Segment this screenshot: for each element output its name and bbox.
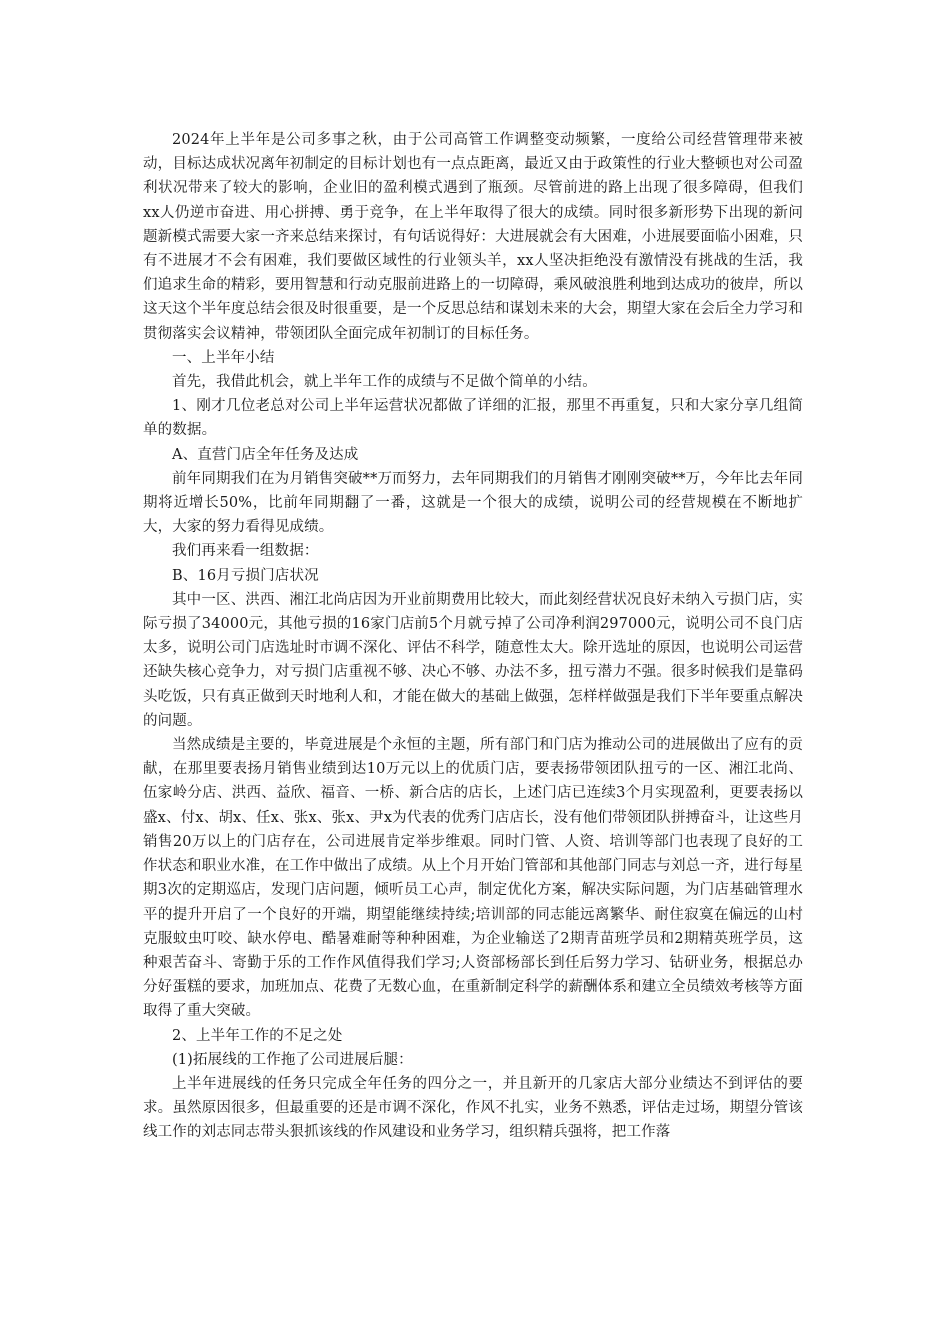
achievements-paragraph: 当然成绩是主要的，毕竟进展是个永恒的主题，所有部门和门店为推动公司的进展做出了应有的贡献，在那里要表扬月销售业绩到达10万元以上的优质门店，要表扬带领团队扭亏的一区、湘江北尚、伍家岭分店、洪西、益欣、福音、一桥、新合店的店长，上述门店已连续3个月实现盈利，更要表扬以盛x、付x、胡x、任x、张x、张x、尹x为代表的优秀门店店长，没有他们带领团队拼搏奋斗，让这些月销售20万以上的门店存在，公司进展肯定举步维艰。同时门管、人资、培训等部门也表现了良好的工作状态和职业水准，在工作中做出了成绩。从上个月开始门管部和其他部门同志与刘总一齐，进行每星期3次的定期巡店，发现门店问题，倾听员工心声，制定优化方案，解决实际问题，为门店基础管理水平的提升开启了一个良好的开端，期望能继续持续;培训部的同志能远离繁华、耐住寂寞在偏远的山村克服蚊虫叮咬、缺水停电、酷暑难耐等种种困难，为企业输送了2期青苗班学员和2期精英班学员，这种艰苦奋斗、寄勤于乐的工作作风值得我们学习;人资部杨部长到任后努力学习、钻研业务，根据总办分好蛋糕的要求，加班加点、花费了无数心血，在重新制定科学的薪酬体系和建立全员绩效考核等方面取得了重大突破。 xyxy=(143,737,803,1020)
intro-paragraph: 2024年上半年是公司多事之秋，由于公司高管工作调整变动频繁，一度给公司经营管理带来被动，目标达成状况离年初制定的目标计划也有一点点距离，最近又由于政策性的行业大整顿也对公司盈利状况带来了较大的影响，企业旧的盈利模式遇到了瓶颈。尽管前进的路上出现了很多障碍，但我们xx人仍逆市奋进、用心拼搏、勇于竞争，在上半年取得了很大的成绩。同时很多新形势下出现的新问题新模式需要大家一齐来总结来探讨，有句话说得好：大进展就会有大困难，小进展要面临小困难，只有不进展才不会有困难，我们要做区域性的行业领头羊，xx人坚决拒绝没有激情没有挑战的生活，我们追求生命的精彩，要用智慧和行动克服前进路上的一切障碍，乘风破浪胜利地到达成功的彼岸，所以这天这个半年度总结会很及时很重要，是一个反思总结和谋划未来的大会，期望大家在会后全力学习和贯彻落实会议精神，带领团队全面完成年初制订的目标任务。 xyxy=(143,132,803,342)
data-intro-paragraph: 我们再来看一组数据： xyxy=(172,543,319,560)
expansion-line-paragraph: 上半年进展线的任务只完成全年任务的四分之一，并且新开的几家店大部分业绩达不到评估的要求。虽然原因很多，但最重要的还是市调不深化，作风不扎实，业务不熟悉，评估走过场，期望分管该线工作的刘志同志带头狠抓该线的作风建设和业务学习，组织精兵强将，把工作落 xyxy=(143,1075,803,1141)
subheading-b-loss-stores: B、16月亏损门店状况 xyxy=(172,567,319,584)
section-heading-first-half-summary: 一、上半年小结 xyxy=(172,349,275,366)
point-1-paragraph: 1、刚才几位老总对公司上半年运营状况都做了详细的汇报，那里不再重复，只和大家分享几组简单的数据。 xyxy=(143,398,803,439)
summary-opening-paragraph: 首先，我借此机会，就上半年工作的成绩与不足做个简单的小结。 xyxy=(172,374,597,391)
subheading-a-direct-stores: A、直营门店全年任务及达成 xyxy=(172,446,359,463)
loss-stores-paragraph: 其中一区、洪西、湘江北尚店因为开业前期费用比较大，而此刻经营状况良好未纳入亏损门店，实际亏损了34000元，其他亏损的16家门店前5个月就亏掉了公司净利润297000元，说明公司不良门店太多，说明公司门店选址时市调不深化、评估不科学，随意性太大。除开选址的原因，也说明公司运营还缺失核心竞争力，对亏损门店重视不够、决心不够、办法不多，扭亏潜力不强。很多时候我们是靠码头吃饭，只有真正做到天时地利人和，才能在做大的基础上做强，怎样样做强是我们下半年要重点解决的问题。 xyxy=(143,591,803,729)
subheading-shortcomings: 2、上半年工作的不足之处 xyxy=(172,1027,343,1044)
subheading-expansion-line: (1)拓展线的工作拖了公司进展后腿： xyxy=(172,1051,413,1068)
document-body xyxy=(143,128,803,1145)
sales-growth-paragraph: 前年同期我们在为月销售突破**万而努力，去年同期我们的月销售才刚刚突破**万，今年比去年同期将近增长50%，比前年同期翻了一番，这就是一个很大的成绩，说明公司的经营规模在不断地扩大，大家的努力看得见成绩。 xyxy=(143,470,803,536)
